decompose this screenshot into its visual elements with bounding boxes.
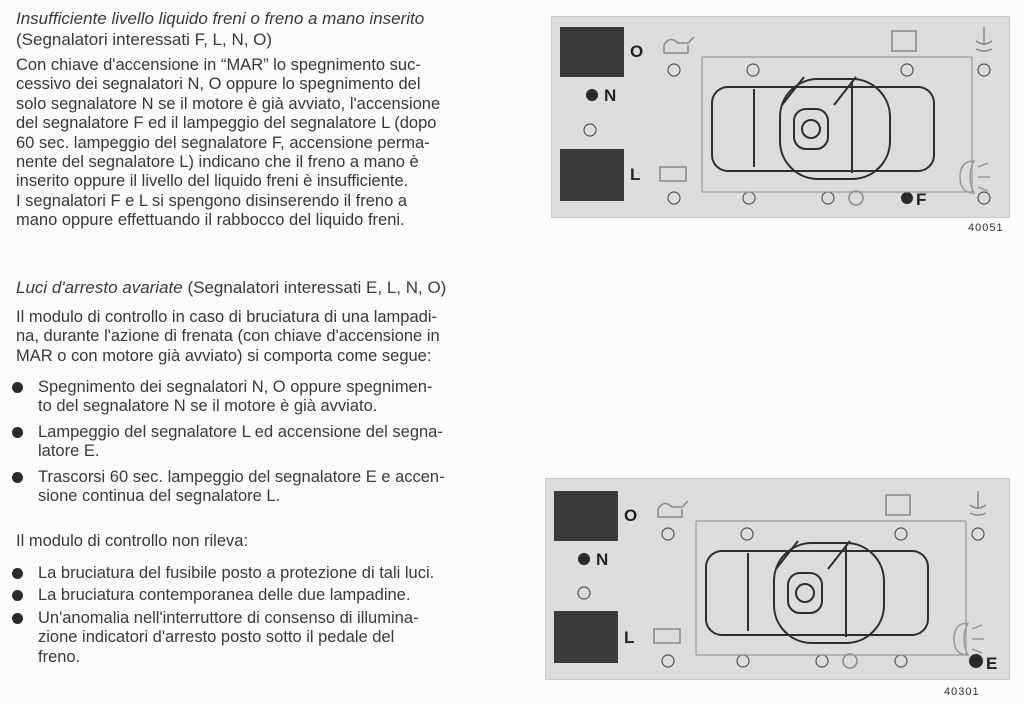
lamp: [747, 64, 759, 76]
lamp: [816, 655, 828, 667]
list-item: [10, 378, 498, 417]
list-item-line: freno.: [38, 647, 81, 666]
lamp: [741, 528, 753, 540]
list-item: [10, 609, 498, 667]
warning-panel-diagram-2: [545, 478, 1010, 680]
section1-line: inserito oppure il livello del liquido freni è insufficiente.: [16, 172, 409, 191]
battery-icon: [660, 167, 686, 181]
list-item-line: to del segnalatore N se il motore è già avviato.: [38, 397, 378, 416]
list-item: [10, 564, 498, 583]
section1-line: mano oppure effettuando il rabbocco del liquido freni.: [16, 211, 405, 230]
lamp-oil: [668, 64, 680, 76]
indicator-block-o: [560, 27, 624, 77]
section1-line: nente del segnalatore L) indicano che il freno a mano è: [16, 153, 419, 172]
bullet-icon: [12, 382, 23, 393]
lamp-door: [901, 64, 913, 76]
section1-line: I segnalatori F e L si spengono disinserendo il freno a: [16, 191, 408, 210]
bullet-icon: [12, 613, 23, 624]
oil-can-icon: [664, 37, 694, 53]
lamp-coolant: [972, 528, 984, 540]
behaviour-list: [10, 378, 498, 512]
list-item: [10, 586, 498, 605]
panel-svg: [546, 479, 1009, 679]
lamp-oil: [662, 528, 674, 540]
light-icon: [954, 623, 984, 655]
bullet-icon: [12, 568, 23, 579]
section2-intro: [16, 308, 440, 366]
indicator-block-l: [560, 149, 624, 201]
figure-2-code: 40301: [944, 686, 980, 698]
section2-title: Luci d'arresto avariate: [16, 278, 183, 297]
car-outline-icon: [712, 77, 934, 179]
section2-intro-line: Il modulo di controllo in caso di bruciatura di una lampadi-: [16, 308, 437, 326]
section1-line: cessivo dei segnalatori N, O oppure lo spegnimento del: [16, 75, 421, 94]
section2-intro-line: na, durante l'azione di frenata (con chiave d'accensione in: [16, 327, 440, 346]
label-o: O: [624, 506, 638, 525]
lamp-door: [895, 528, 907, 540]
light-icon: [960, 161, 990, 193]
lamp: [822, 192, 834, 204]
lamp-n-on: [578, 553, 590, 565]
oil-can-icon: [658, 501, 688, 517]
list-item-line: latore E.: [38, 442, 100, 461]
list-item-line: La bruciatura del fusibile posto a protezione di tali luci.: [38, 564, 435, 582]
coolant-icon: [976, 27, 992, 51]
section1-heading: [16, 8, 424, 50]
lamp-f-on: [901, 192, 913, 204]
section1-line: del segnalatore F ed il lampeggio del segnalatore L (dopo: [16, 114, 437, 133]
section1-subtitle: (Segnalatori interessati F, L, N, O): [16, 30, 273, 49]
label-n: N: [596, 550, 609, 569]
lamp-e-on: [969, 654, 983, 668]
section1-body: [16, 56, 440, 231]
section1-line: Con chiave d'accensione in “MAR” lo spegnimento suc-: [16, 56, 421, 74]
lamp-battery: [668, 192, 680, 204]
list-item-line: Trascorsi 60 sec. lampeggio del segnalatore E e accen-: [38, 467, 445, 486]
brake-icon: [843, 654, 857, 668]
lamp: [895, 655, 907, 667]
label-l: L: [630, 165, 641, 184]
label-active: F: [916, 190, 927, 209]
section2-note: Il modulo di controllo non rileva:: [16, 532, 249, 550]
section1-line: 60 sec. lampeggio del segnalatore F, accensione perma-: [16, 133, 430, 152]
bullet-icon: [12, 427, 23, 438]
figure-1-code: 40051: [968, 222, 1004, 234]
label-o: O: [630, 42, 644, 61]
section2-intro-line: MAR o con motore già avviato) si comporta come segue:: [16, 346, 432, 365]
lamp: [743, 192, 755, 204]
lamp-coolant: [978, 64, 990, 76]
lamp-light: [978, 192, 990, 204]
bullet-icon: [12, 472, 23, 483]
lamp: [737, 655, 749, 667]
lamp-n-on: [586, 89, 598, 101]
label-n: N: [604, 86, 617, 105]
brake-icon: [849, 191, 863, 205]
list-item-line: La bruciatura contemporanea delle due lampadine.: [38, 586, 411, 605]
label-l: L: [624, 628, 635, 647]
not-detected-list: [10, 564, 498, 673]
battery-icon: [654, 629, 680, 643]
list-item-line: zione indicatori d'arresto posto sotto il pedale del: [38, 628, 395, 647]
section1-line: solo segnalatore N se il motore è già avviato, l'accensione: [16, 94, 441, 113]
list-item-line: sione continua del segnalatore L.: [38, 487, 281, 506]
warning-panel-diagram-1: [551, 16, 1010, 218]
bullet-icon: [12, 590, 23, 601]
section1-title: Insufficiente livello liquido freni o freno a mano inserito: [16, 9, 425, 28]
car-outline-icon: [706, 541, 928, 643]
lamp-empty: [578, 587, 590, 599]
list-item: [10, 468, 498, 507]
coolant-icon: [970, 491, 986, 515]
panel-svg: [552, 17, 1009, 217]
lamp-battery: [662, 655, 674, 667]
label-active: E: [986, 654, 998, 673]
section2-title-rest: (Segnalatori interessati E, L, N, O): [182, 278, 447, 297]
indicator-block-o: [554, 491, 618, 541]
list-item: [10, 423, 498, 462]
lamp-empty: [584, 124, 596, 136]
list-item-line: Spegnimento dei segnalatori N, O oppure spegnimen-: [38, 378, 433, 396]
list-item-line: Un'anomalia nell'interruttore di consenso di illumina-: [38, 608, 419, 627]
section2-heading: [16, 278, 446, 298]
door-icon: [892, 31, 916, 51]
door-icon: [886, 495, 910, 515]
indicator-block-l: [554, 611, 618, 663]
list-item-line: Lampeggio del segnalatore L ed accensione del segna-: [38, 422, 443, 441]
